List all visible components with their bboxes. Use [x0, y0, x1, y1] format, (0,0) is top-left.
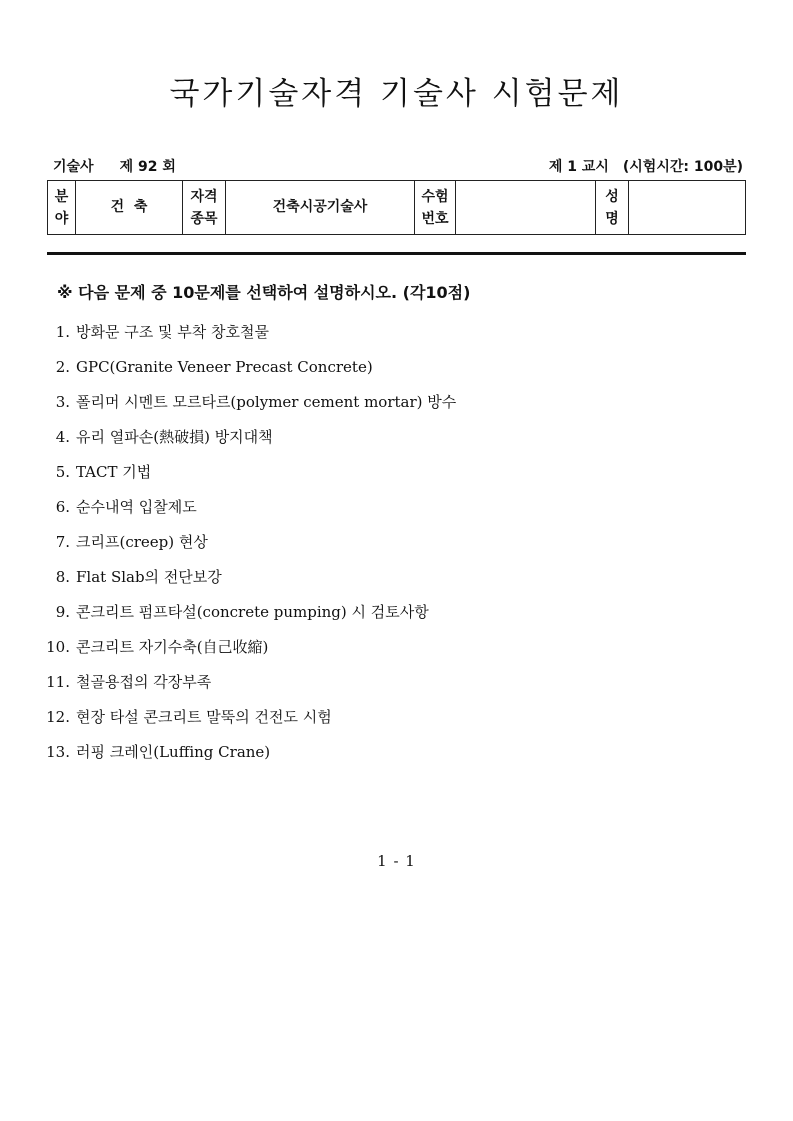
name-label-line2: 명	[605, 210, 619, 227]
question-item	[44, 530, 456, 565]
question-item	[44, 740, 456, 775]
page-number: 1 - 1	[377, 852, 416, 870]
exam-meta-left	[53, 156, 176, 176]
question-number: 6.	[55, 498, 70, 516]
question-item	[44, 390, 456, 425]
question-text: Flat Slab의 전단보강	[76, 568, 222, 586]
exam-info-table	[47, 180, 746, 235]
field-label-line1: 분	[54, 188, 69, 205]
question-text: 폴리머 시멘트 모르타르(polymer cement mortar) 방수	[76, 393, 457, 411]
question-number: 12.	[46, 708, 70, 726]
question-number: 3.	[55, 393, 70, 411]
exam-meta-right	[549, 156, 743, 176]
exam-meta-row	[53, 156, 743, 178]
question-number: 4.	[55, 428, 70, 446]
field-label-line2: 야	[54, 210, 69, 227]
qualification-label-cell	[183, 181, 226, 235]
question-number: 8.	[55, 568, 70, 586]
exam-category: 기술사	[53, 159, 94, 175]
question-text: 러핑 크레인(Luffing Crane)	[76, 743, 271, 761]
question-text: 철골용접의 각장부족	[76, 673, 212, 691]
question-item	[44, 425, 456, 460]
exam-session: 제 1 교시	[548, 159, 609, 175]
question-text: 방화문 구조 및 부착 창호철물	[76, 323, 269, 341]
question-item	[44, 320, 456, 355]
question-number: 13.	[46, 743, 70, 761]
exam-number-label-line1: 수험	[421, 188, 449, 205]
name-label-line1: 성	[605, 188, 619, 205]
name-label-cell	[596, 181, 629, 235]
qualification-label-line1: 자격	[190, 188, 218, 205]
question-item	[44, 635, 456, 670]
question-number: 7.	[55, 533, 70, 551]
question-text: 콘크리트 펌프타설(concrete pumping) 시 검토사항	[76, 603, 429, 621]
question-number: 5.	[55, 463, 70, 481]
question-list	[44, 320, 456, 775]
question-text: 순수내역 입찰제도	[76, 498, 197, 516]
question-item	[44, 670, 456, 705]
qualification-label-line2: 종목	[190, 210, 218, 227]
exam-title: 국가기술자격 기술사 시험문제	[169, 76, 624, 112]
section-divider	[47, 252, 746, 255]
exam-number-label-line2: 번호	[421, 210, 449, 227]
question-number: 10.	[46, 638, 70, 656]
question-number: 9.	[55, 603, 70, 621]
question-item	[44, 355, 456, 390]
qualification-value: 건축시공기술사	[226, 181, 415, 235]
exam-number-label-cell	[415, 181, 456, 235]
question-text: GPC(Granite Veneer Precast Concrete)	[76, 358, 373, 376]
exam-time: (시험시간: 100분)	[622, 159, 743, 175]
question-item	[44, 460, 456, 495]
instruction-text: ※ 다음 문제 중 10문제를 선택하여 설명하시오. (각10점)	[57, 283, 471, 302]
exam-number-field[interactable]	[456, 181, 596, 235]
name-field[interactable]	[629, 181, 746, 235]
question-number: 1.	[55, 323, 70, 341]
question-item	[44, 495, 456, 530]
field-value: 건 축	[76, 181, 183, 235]
question-number: 11.	[46, 673, 70, 691]
field-label-cell	[48, 181, 76, 235]
question-number: 2.	[55, 358, 70, 376]
question-text: TACT 기법	[76, 463, 152, 481]
question-text: 콘크리트 자기수축(自己收縮)	[76, 638, 269, 656]
exam-round: 제 92 회	[119, 159, 176, 175]
question-text: 유리 열파손(熱破損) 방지대책	[76, 428, 273, 446]
question-text: 현장 타설 콘크리트 말뚝의 건전도 시험	[76, 708, 332, 726]
question-item	[44, 600, 456, 635]
question-item	[44, 705, 456, 740]
question-text: 크리프(creep) 현상	[76, 533, 208, 551]
question-item	[44, 565, 456, 600]
